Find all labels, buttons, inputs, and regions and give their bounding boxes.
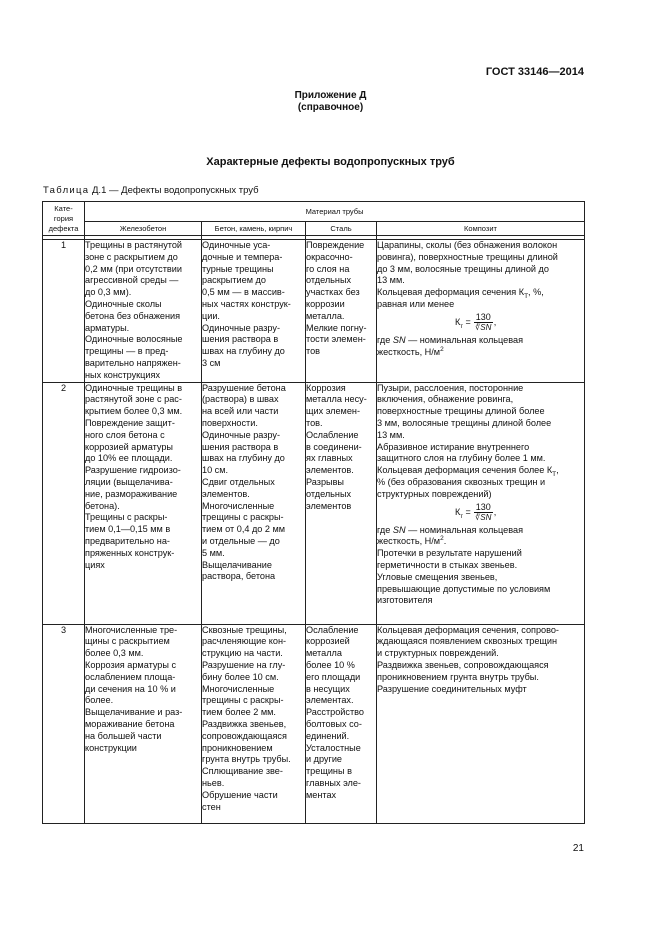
section-title: Характерные дефекты водопропускных труб bbox=[206, 156, 455, 168]
appendix-subtitle: (справочное) bbox=[297, 102, 364, 113]
concrete-cell: Трещины в растянутой зоне с раскрытием до 0,2 мм (при отсутствии агрессивной среды — до 0,3 мм). Одиночные сколы бетона без обнажения арматуры. Одиночные волосяные трещины — в пред- варительно напряжен- ных конструкциях bbox=[85, 240, 202, 383]
steel-cell: Повреждение окрасочно- го слоя на отдельных участках без коррозии металла. Мелкие погну- тости элемен- тов bbox=[306, 240, 377, 383]
appendix-heading bbox=[0, 90, 661, 114]
appendix-title: Приложение Д bbox=[294, 90, 367, 101]
table-caption bbox=[43, 185, 259, 196]
table-row bbox=[43, 624, 585, 823]
header-concrete-stone-brick: Бетон, камень, кирпич bbox=[202, 222, 306, 236]
stone-cell: Одиночные уса- дочные и темпера- турные трещины раскрытием до 0,5 мм — в массив- ных частях конструк- ции. Одиночные разру- шения раствора в швах на глубину до 3 см bbox=[202, 240, 306, 383]
concrete-cell: Одиночные трещины в растянутой зоне с рас- крытием более 0,3 мм. Повреждение защит- ного слоя бетона с коррозией арматуры до 10% ее площади. Разрушение гидроизо- ляции (выщелачива- ние, размораживание бетона). Трещины с раскры- тием 0,1—0,15 мм в предварительно на- пряженных конструк- циях bbox=[85, 382, 202, 624]
header-steel: Сталь bbox=[306, 222, 377, 236]
composite-cell: Пузыри, расслоения, посторонние включения, обнажение ровинга, поверхностные трещины длиной более 3 мм, волосяные трещины длиной более 13 мм. Абразивное истирание внутреннего защитного слоя на глубину более 1 мм. Кольцевая деформация сечения более $К_Т$, % (без образования сквозных трещин и структурных повреждений) $К_т$ = $\frac{130}{∛SN}$ , где SN — номинальная кольцевая жесткость, $Н/м^2$. Протечки в результате нарушений герметичности в стыках звеньев. Угловые смещения звеньев, превышающие допустимые по условиям изготовителя bbox=[377, 382, 585, 624]
table-caption-prefix: Таблица bbox=[43, 185, 90, 196]
header-material: Материал трубы bbox=[85, 202, 585, 222]
stiffness-formula: $К_т$ = $\frac{130}{∛SN}$ , bbox=[455, 312, 497, 333]
table-row bbox=[43, 240, 585, 383]
steel-cell: Коррозия металла несу- щих элемен- тов. Ослабление в соединени- ях главных элементов. Разрывы отдельных элементов bbox=[306, 382, 377, 624]
defects-table bbox=[42, 201, 585, 824]
composite-cell: Царапины, сколы (без обнажения волокон ровинга), поверхностные трещины длиной до 3 мм, волосяные трещины длиной до 13 мм. Кольцевая деформация сечения $К_Т$, %, равная или менее $К_т$ = $\frac{130}{∛SN}$ , где SN — номинальная кольцевая жесткость, $Н/м^2$ bbox=[377, 240, 585, 383]
category-cell: 3 bbox=[43, 624, 85, 823]
stone-cell: Сквозные трещины, расчленяющие кон- струкцию на части. Разрушение на глу- бину более 10 см. Многочисленные трещины с раскры- тием более 2 мм. Раздвижка звеньев, сопровождающаяся проникновением грунта внутрь трубы. Сплющивание зве- ньев. Обрушение части стен bbox=[202, 624, 306, 823]
document-code: ГОСТ 33146—2014 bbox=[485, 66, 584, 78]
concrete-cell: Многочисленные тре- щины с раскрытием более 0,3 мм. Коррозия арматуры с ослаблением площа- ди сечения на 10 % и более. Выщелачивание и раз- мораживание бетона на большей части конструкции bbox=[85, 624, 202, 823]
stone-cell: Разрушение бетона (раствора) в швах на всей или части поверхности. Одиночные разру- шения раствора в швах на глубину до 10 см. Сдвиг отдельных элементов. Многочисленные трещины с раскры- тием от 0,4 до 2 мм и отдельные — до 5 мм. Выщелачивание раствора, бетона bbox=[202, 382, 306, 624]
stiffness-formula: $К_т$ = $\frac{130}{∛SN}$ , bbox=[455, 502, 497, 523]
composite-cell: Кольцевая деформация сечения, сопрово- ждающаяся появлением сквозных трещин и структурных повреждений. Раздвижка звеньев, сопровождающаяся проникновением грунта внутрь трубы. Разрушение соединительных муфт bbox=[377, 624, 585, 823]
category-cell: 1 bbox=[43, 240, 85, 383]
category-cell: 2 bbox=[43, 382, 85, 624]
table-caption-text: Д.1 — Дефекты водопропускных труб bbox=[89, 185, 259, 196]
table-row bbox=[43, 382, 585, 624]
header-reinforced-concrete: Железобетон bbox=[85, 222, 202, 236]
page-number: 21 bbox=[572, 843, 584, 854]
header-composite: Композит bbox=[377, 222, 585, 236]
steel-cell: Ослабление коррозией металла более 10 % его площади в несущих элементах. Расстройство болтовых со- единений. Усталостные и другие трещины в главных эле- ментах bbox=[306, 624, 377, 823]
header-category: Кате- гория дефекта bbox=[43, 202, 85, 236]
